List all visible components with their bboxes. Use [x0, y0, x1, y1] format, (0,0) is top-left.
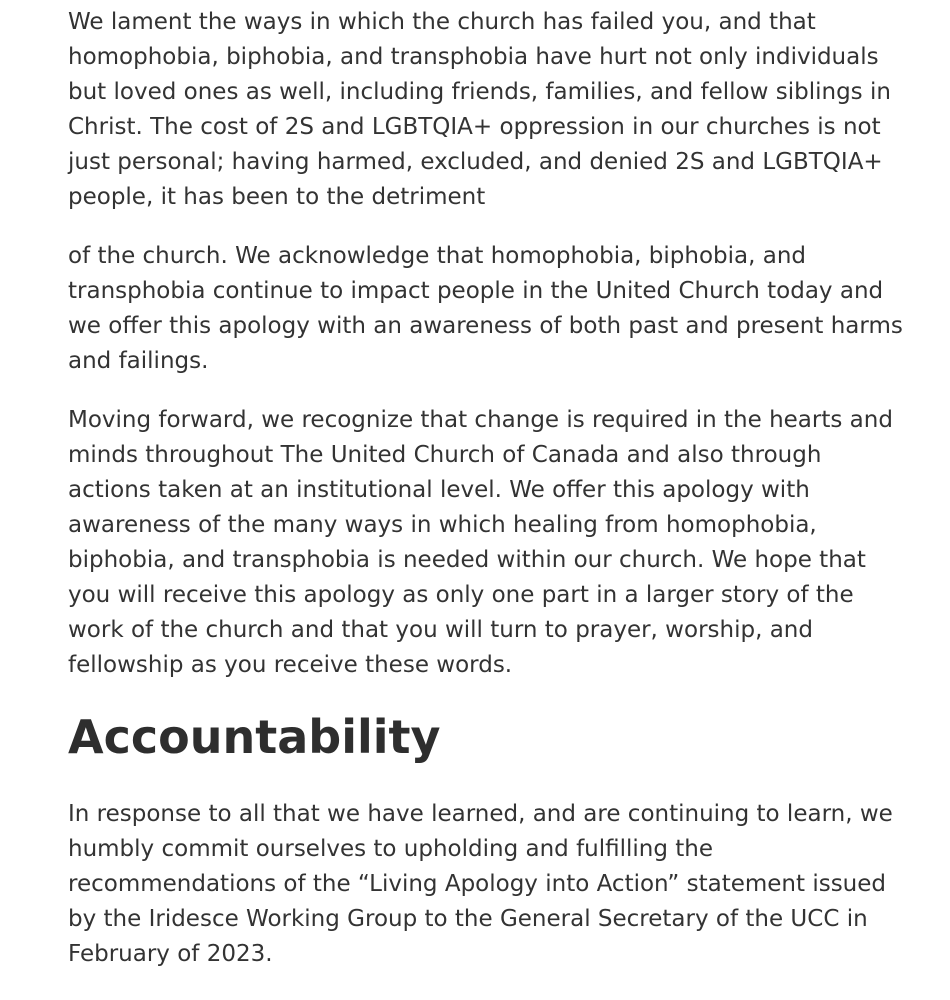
paragraph-lament: We lament the ways in which the church has failed you, and that homophobia, biphobia, and transphobia have hurt not only individuals but loved ones as well, including friends, families, and fellow siblings in Christ. The cost of 2S and LGBTQIA+ oppression in our churches is not just personal; having harmed, excluded, and denied 2S and LGBTQIA+ people, it has been to the detriment	[68, 9, 891, 210]
paragraph-accountability: In response to all that we have learned, and are continuing to learn, we humbly commit ourselves to upholding and fulfilling the recommendations of the “Living Apology into Action” statement issued by the Iridesce Working Group to the General Secretary of the UCC in February of 2023.	[68, 801, 893, 967]
paragraph-moving-forward: Moving forward, we recognize that change is required in the hearts and minds throughout The United Church of Canada and also through actions taken at an institutional level. We offer this apology with awareness of the many ways in which healing from homophobia, biphobia, and transphobia is needed within our church. We hope that you will receive this apology as only one part in a larger story of the work of the church and that you will turn to prayer, worship, and fellowship as you receive these words.	[68, 407, 893, 678]
paragraph-acknowledge: of the church. We acknowledge that homophobia, biphobia, and transphobia continue to impact people in the United Church today and we offer this apology with an awareness of both past and present harms and failings.	[68, 243, 903, 374]
section-heading-accountability: Accountability	[68, 710, 441, 764]
article-body	[68, 5, 908, 996]
